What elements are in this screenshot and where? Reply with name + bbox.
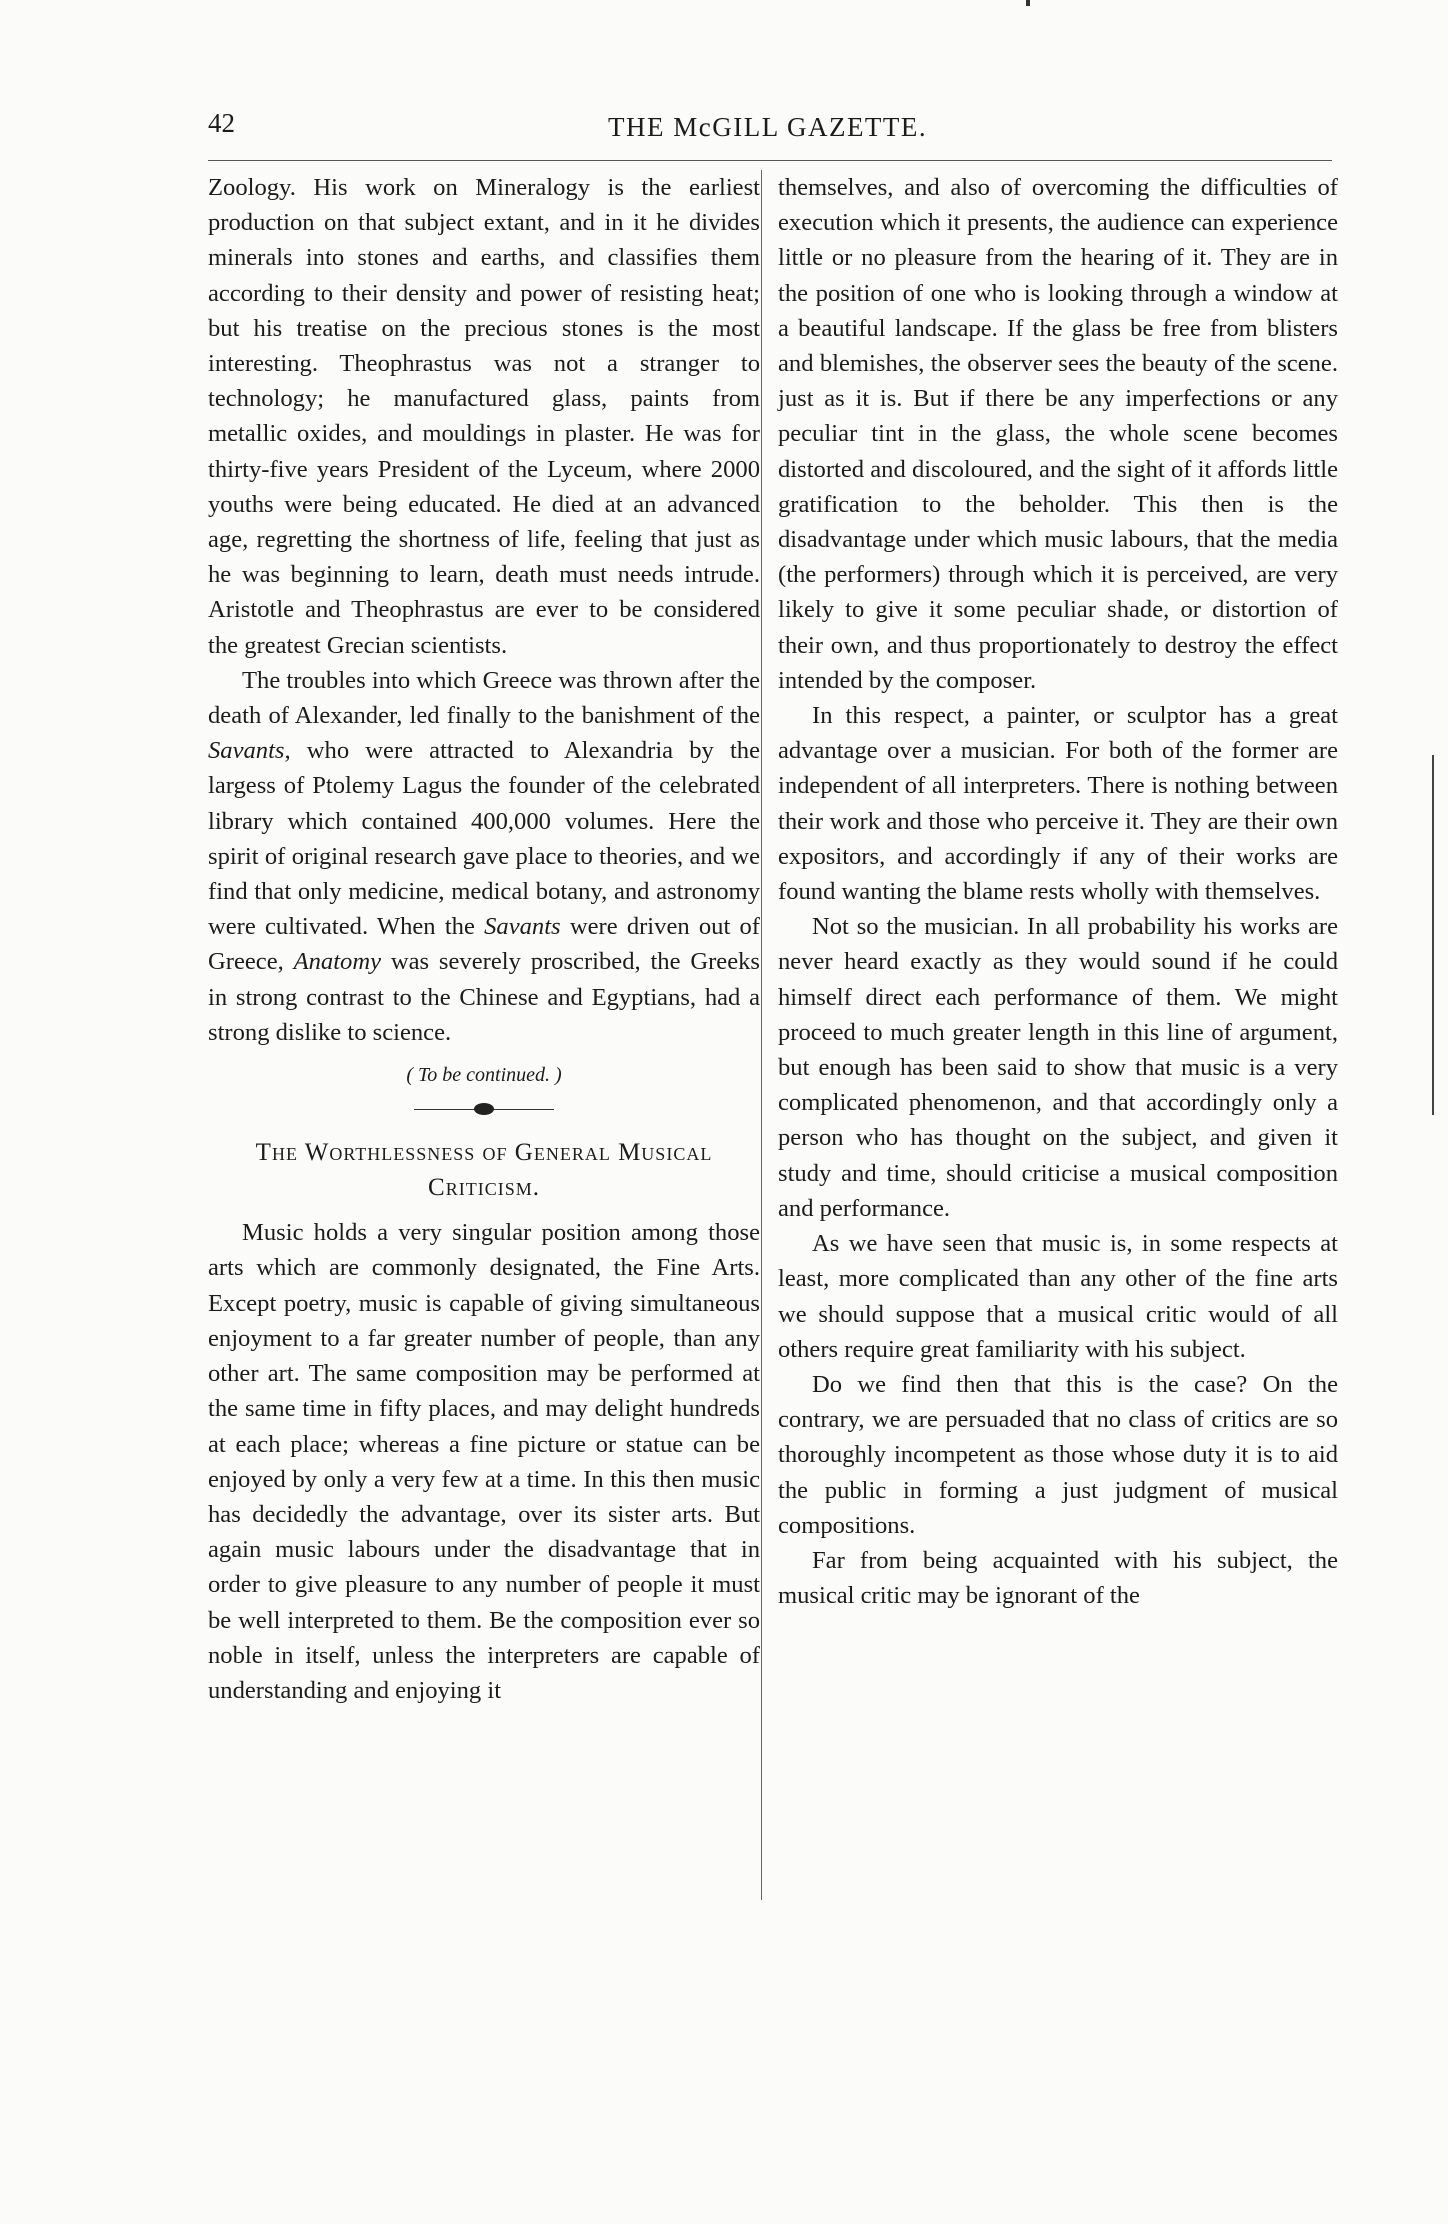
page-number: 42 [208,108,235,138]
paragraph: Music holds a very singular position among those arts which are commonly designated, the Fine Arts. Except poetry, music is capable of giving simultaneous enjoyment to a far greater number of people, than any other art. The same composition may be performed at the same time in fifty places, and may delight hundreds at each place; whereas a fine picture or statue can be enjoyed by only a very few at a time. In this then music has decidedly the advantage, over its sister arts. But again music labours under the disadvantage that in order to give pleasure to any number of people it must be well interpreted to them. Be the composition ever so noble in itself, unless the interpreters are capable of understanding and enjoying it [208,1219,760,1704]
divider-dot [474,1103,494,1115]
italic-savants: Savants, [208,737,291,765]
paragraph: Not so the musician. In all probability his works are never heard exactly as they would sound if he could himself direct each performance of them. We might proceed to much greater length in this line of argument, but enough has been said to show that music is a very complicated phenomenon, and that accordingly only a person who has thought on the subject, and given it study and time, should criticise a musical composition and performance. [778,913,1338,1222]
paragraph: As we have seen that music is, in some respects at least, more complicated than any other of the fine arts we should suppose that a musical critic would of all others require great familiarity with his subject. [778,1230,1338,1363]
paragraph: Zoology. His work on Mineralogy is the earliest production on that subject extant, and in it he divides minerals into stones and earths, and classifies them according to their density and power of resisting heat; but his treatise on the precious stones is the most interesting. Theophrastus was not a stranger to technology; he manufactured glass, paints from metallic oxides, and mouldings in plaster. He was for thirty-five years President of the Lyceum, where 2000 youths were being educated. He died at an advanced age, regretting the shortness of life, feeling that just as he was beginning to learn, death must needs intrude. Aristotle and Theophrastus are ever to be considered the greatest Grecian scientists. [208,174,760,659]
article-title [208,1135,760,1205]
running-title: THE McGILL GAZETTE. [608,112,928,142]
paragraph: themselves, and also of overcoming the difficulties of execution which it presents, the audience can experience little or no pleasure from the hearing of it. They are in the position of one who is looking through a window at a beautiful landscape. If the glass be free from blisters and blemishes, the observer sees the beauty of the scene. just as it is. But if there be any imperfections or any peculiar tint in the glass, the whole scene becomes distorted and discoloured, and the sight of it affords little gratification to the beholder. This then is the disadvantage under which music labours, that the media (the performers) through which it is perceived, are very likely to give it some peculiar shade, or distortion of their own, and thus proportionately to destroy the effect intended by the composer. [778,174,1338,694]
article-title-line: Criticism. [428,1174,540,1202]
italic-anatomy: Anatomy [293,948,382,976]
paragraph [208,663,760,1050]
scan-speck [1026,0,1030,6]
to-be-continued: ( To be continued. ) [406,1064,562,1087]
header-rule [208,160,1332,161]
paragraph-text: were driven out of Greece, [208,913,760,976]
paragraph-text: was severely proscribed, the Greeks in strong contrast to the Chinese and Egyptians, had a strong dislike to science. [208,948,760,1046]
paragraph: In this respect, a painter, or sculptor has a great advantage over a musician. For both of the former are independent of all interpreters. There is nothing between their work and those who perceive it. They are their own expositors, and accordingly if any of their works are found wanting the blame rests wholly with themselves. [778,702,1338,906]
page-edge-mark [1432,755,1438,1115]
right-column [778,170,1338,1613]
paragraph-text: who were attracted to Alexandria by the largess of Ptolemy Lagus the founder of the celebrated library which contained 400,000 volumes. Here the spirit of original research gave place to theories, and we find that only medicine, medical botany, and astronomy were cultivated. When the [208,737,760,941]
column-divider [761,170,762,1900]
paragraph-text: The troubles into which Greece was thrown after the death of Alexander, led finally to the banishment of the [208,666,760,730]
left-column [208,170,760,1708]
paragraph: Do we find then that this is the case? On the contrary, we are persuaded that no class of critics are so thoroughly incompetent as those whose duty it is to aid the public in forming a just judgment of musical compositions. [778,1370,1338,1539]
page-header [208,108,1328,152]
article-title-line: The Worthlessness of General Musical [255,1139,713,1167]
section-divider-ornament [208,1099,760,1121]
italic-savants: Savants [484,913,561,941]
paragraph: Far from being acquainted with his subject, the musical critic may be ignorant of the [778,1546,1338,1610]
